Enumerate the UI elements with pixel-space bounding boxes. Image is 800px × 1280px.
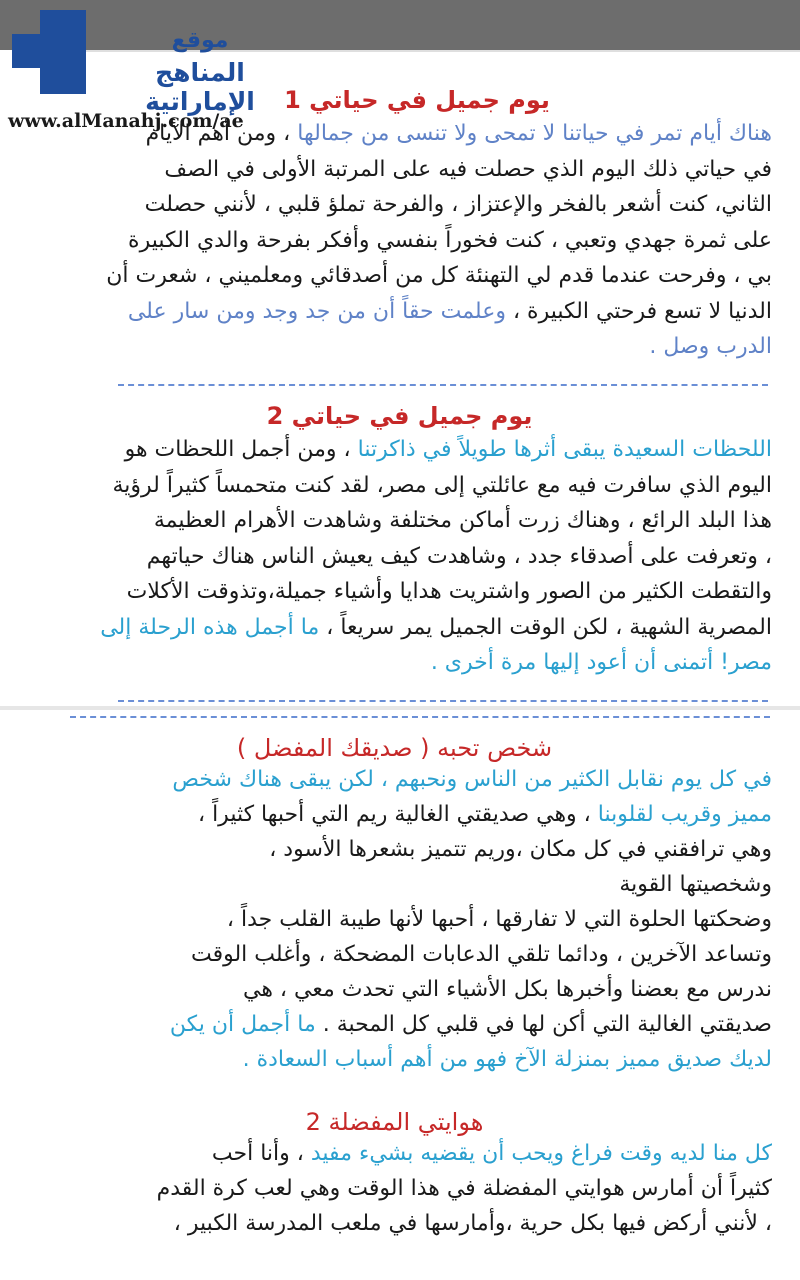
logo-square-large bbox=[40, 10, 86, 94]
text-line bbox=[62, 258, 772, 294]
text-line bbox=[27, 539, 772, 575]
section-body bbox=[17, 1136, 772, 1241]
text-line bbox=[17, 937, 772, 972]
line-fragment: ما أجمل هذه الرحلة إلى bbox=[100, 614, 320, 640]
logo-text-line2: المناهج الإماراتية bbox=[145, 58, 255, 116]
line-fragment: الدرب وصل . bbox=[649, 334, 772, 359]
line-fragment: مصر! أتمنى أن أعود إليها مرة أخرى . bbox=[430, 650, 772, 675]
text-line bbox=[17, 762, 772, 797]
line-fragment: ، وهي صديقتي الغالية ريم التي أحبها كثيراً ، bbox=[197, 802, 598, 827]
line-fragment: الثاني، كنت أشعر بالفخر والإعتزاز ، والفرحة تملؤ قلبي ، لأنني حصلت bbox=[144, 192, 772, 217]
essay-section-3 bbox=[17, 734, 772, 1077]
text-line bbox=[27, 574, 772, 610]
text-line bbox=[27, 468, 772, 504]
essay-section-1 bbox=[62, 86, 772, 365]
text-line bbox=[27, 645, 772, 681]
page-break bbox=[0, 706, 800, 710]
section-title: يوم جميل في حياتي 2 bbox=[266, 402, 533, 430]
section-divider bbox=[118, 700, 768, 702]
line-fragment: هناك أيام تمر في حياتنا لا تمحى ولا تنسى من جمالها bbox=[297, 121, 772, 146]
line-fragment: وهي ترافقني في كل مكان ،وريم تتميز بشعرها الأسود ، bbox=[269, 837, 772, 862]
line-fragment: ، وأنا أحب bbox=[211, 1141, 311, 1166]
section-divider bbox=[70, 716, 770, 718]
text-line bbox=[17, 1042, 772, 1077]
line-fragment: وعلمت حقاً أن من جد وجد ومن سار على bbox=[127, 298, 506, 324]
line-fragment: ، لأنني أركض فيها بكل حرية ،وأمارسها في ملعب المدرسة الكبير ، bbox=[173, 1211, 772, 1236]
section-body bbox=[17, 762, 772, 1077]
line-fragment: اليوم الذي سافرت فيه مع عائلتي إلى مصر، لقد كنت متحمساً كثيراً لرؤية bbox=[112, 472, 772, 498]
text-line bbox=[17, 972, 772, 1007]
line-fragment: في كل يوم نقابل الكثير من الناس ونحبهم ، لكن يبقى هناك شخص bbox=[172, 767, 772, 792]
text-line bbox=[27, 503, 772, 539]
line-fragment: هذا البلد الرائع ، وهناك زرت أماكن مختلفة وشاهدت الأهرام العظيمة bbox=[153, 508, 772, 533]
text-line bbox=[62, 294, 772, 330]
section-body bbox=[27, 432, 772, 681]
line-fragment: ندرس مع بعضنا وأخبرها بكل الأشياء التي تحدث معي ، هي bbox=[242, 977, 772, 1002]
text-line bbox=[62, 187, 772, 223]
section-body bbox=[62, 116, 772, 365]
logo-text-line1: موقع bbox=[171, 28, 229, 53]
line-fragment: كل منا لديه وقت فراغ ويحب أن يقضيه بشيء مفيد bbox=[310, 1141, 772, 1166]
logo-url[interactable]: www.alManahj.com/ae bbox=[8, 110, 244, 132]
text-line bbox=[27, 610, 772, 646]
line-fragment: المصرية الشهية ، لكن الوقت الجميل يمر سريعاً ، bbox=[319, 614, 772, 640]
line-fragment: وشخصيتها القوية bbox=[619, 872, 772, 897]
line-fragment: ، ومن أهم الأيام bbox=[145, 121, 298, 146]
text-line bbox=[17, 867, 772, 902]
line-fragment: اللحظات السعيدة يبقى أثرها طويلاً في ذاكرتنا bbox=[357, 437, 772, 462]
line-fragment: ما أجمل أن يكن bbox=[169, 1012, 316, 1037]
line-fragment: الدنيا لا تسع فرحتي الكبيرة ، bbox=[505, 298, 772, 324]
text-line bbox=[62, 116, 772, 152]
essay-section-2 bbox=[27, 402, 772, 681]
section-title: هوايتي المفضلة 2 bbox=[305, 1108, 484, 1136]
essay-section-4 bbox=[17, 1108, 772, 1241]
section-title: شخص تحبه ( صديقك المفضل ) bbox=[236, 734, 553, 762]
line-fragment: لديك صديق مميز بمنزلة الآخ فهو من أهم أسباب السعادة . bbox=[242, 1047, 772, 1072]
text-line bbox=[62, 329, 772, 365]
line-fragment: صديقتي الغالية التي أكن لها في قلبي كل المحبة . bbox=[315, 1012, 772, 1037]
text-line bbox=[62, 223, 772, 259]
line-fragment: ، ومن أجمل اللحظات هو bbox=[124, 437, 358, 462]
text-line bbox=[17, 832, 772, 867]
text-line bbox=[17, 1206, 772, 1241]
section-divider bbox=[118, 384, 768, 386]
text-line bbox=[27, 432, 772, 468]
text-line bbox=[62, 152, 772, 188]
line-fragment: ، وتعرفت على أصدقاء جدد ، وشاهدت كيف يعيش الناس هناك حياتهم bbox=[146, 543, 772, 569]
text-line bbox=[17, 1136, 772, 1171]
text-line bbox=[17, 1171, 772, 1206]
line-fragment: بي ، وفرحت عندما قدم لي التهنئة كل من أصدقائي ومعلميني ، شعرت أن bbox=[106, 263, 772, 288]
line-fragment: وضحكتها الحلوة التي لا تفارقها ، أحبها لأنها طيبة القلب جداً ، bbox=[226, 907, 772, 932]
line-fragment: وتساعد الآخرين ، ودائما تلقي الدعابات المضحكة ، وأغلب الوقت bbox=[190, 942, 772, 967]
line-fragment: على ثمرة جهدي وتعبي ، كنت فخوراً بنفسي وأفكر بفرحة والدي الكبيرة bbox=[128, 227, 772, 253]
text-line bbox=[17, 797, 772, 832]
text-line bbox=[17, 1007, 772, 1042]
line-fragment: في حياتي ذلك اليوم الذي حصلت فيه على المرتبة الأولى في الصف bbox=[164, 156, 772, 182]
text-line bbox=[17, 902, 772, 937]
line-fragment: مميز وقريب لقلوبنا bbox=[597, 802, 772, 827]
line-fragment: والتقطت الكثير من الصور واشتريت هدايا وأشياء جميلة،وتذوقت الأكلات bbox=[126, 579, 772, 604]
line-fragment: كثيراً أن أمارس هوايتي المفضلة في هذا الوقت وهي لعب كرة القدم bbox=[156, 1176, 772, 1201]
section-title: يوم جميل في حياتي 1 bbox=[284, 86, 550, 114]
